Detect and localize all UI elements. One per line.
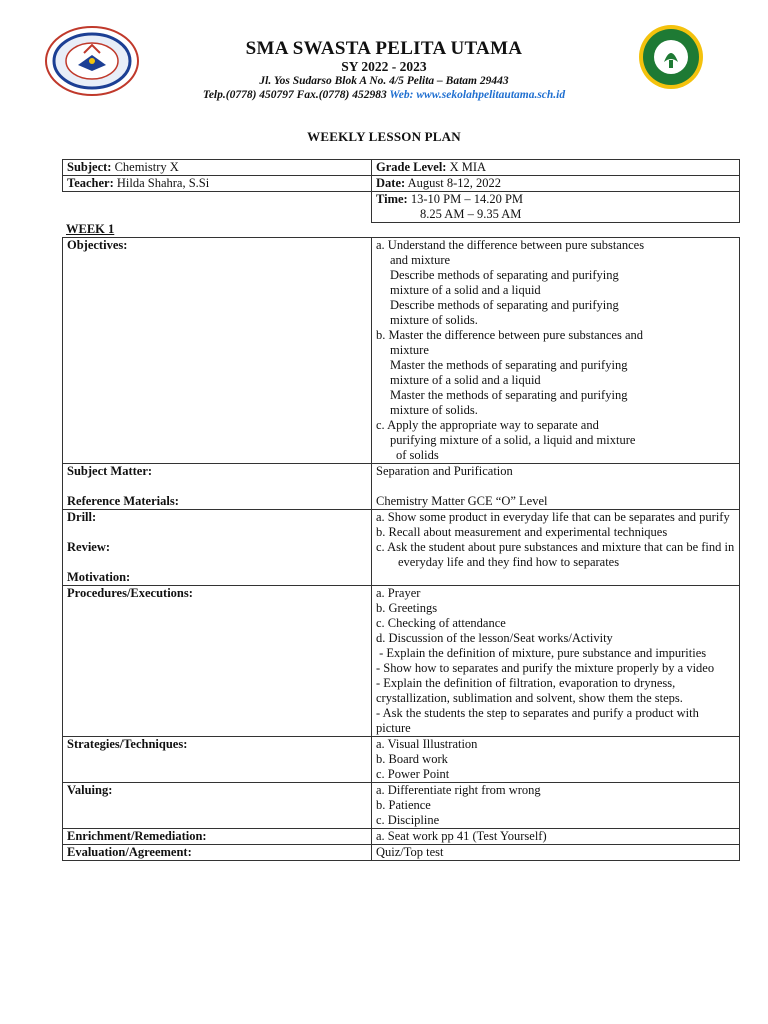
drill-content [372,510,740,586]
strategy-item: a. Visual Illustration [376,737,478,751]
procedure-item: - Explain the definition of filtration, evaporation to dryness, crystallization, sublimation and solvent, show them the steps. [376,676,683,705]
procedure-item: - Ask the students the step to separates and purify a product with picture [376,706,699,735]
procedure-item: - Explain the definition of mixture, pure substance and impurities [376,646,707,660]
document-title: WEEKLY LESSON PLAN [307,129,461,144]
lesson-info-table [62,159,740,223]
school-name: SMA SWASTA PELITA UTAMA [245,38,523,59]
grade-value: X MIA [446,160,487,174]
subject-label: Subject: [67,160,112,174]
drill-labels [63,510,372,586]
valuing-row [63,783,740,829]
drill-row [63,510,740,586]
objective-line: and mixture [390,253,451,267]
evaluation-row [63,845,740,861]
time-cell [372,192,740,223]
enrichment-row [63,829,740,845]
strategies-label: Strategies/Techniques: [63,737,372,783]
week-label: WEEK 1 [66,222,115,236]
procedure-item: - Show how to separates and purify the mixture properly by a video [376,661,715,675]
strategy-item: b. Board work [376,752,448,766]
school-contact [0,89,768,101]
subject-matter-labels [63,464,372,510]
procedure-item: b. Greetings [376,601,438,615]
website-link[interactable]: Web: www.sekolahpelitautama.sch.id [389,89,566,101]
objective-line: Describe methods of separating and purifying [390,268,619,282]
time-value-2: 8.25 AM – 9.35 AM [420,207,522,221]
motivation-label: Motivation: [67,570,131,584]
objective-line: purifying mixture of a solid, a liquid and mixture [390,433,636,447]
enrichment-label: Enrichment/Remediation: [63,829,372,845]
objective-line: mixture of solids. [390,313,478,327]
valuing-item: c. Discipline [376,813,440,827]
reference-materials-label: Reference Materials: [67,494,179,508]
subject-value: Chemistry X [111,160,179,174]
objective-line: mixture of a solid and a liquid [390,373,541,387]
objectives-row [63,238,740,464]
objectives-label: Objectives: [63,238,372,464]
subject-matter-value: Separation and Purification [376,464,513,478]
date-value: August 8-12, 2022 [405,176,501,190]
objective-line: mixture of solids. [390,403,478,417]
grade-cell [372,160,740,176]
objectives-content [372,238,740,464]
evaluation-label: Evaluation/Agreement: [63,845,372,861]
objective-line: Master the methods of separating and purifying [390,358,628,372]
subject-matter-label: Subject Matter: [67,464,153,478]
teacher-cell [63,176,372,192]
valuing-label: Valuing: [63,783,372,829]
procedures-label: Procedures/Executions: [63,586,372,737]
phone-fax: Telp.(0778) 450797 Fax.(0778) 452983 [202,89,390,101]
objective-line: mixture [390,343,429,357]
subject-matter-row [63,464,740,510]
date-label: Date: [376,176,406,190]
empty-cell [63,192,372,223]
teacher-label: Teacher: [67,176,114,190]
valuing-item: b. Patience [376,798,431,812]
objective-line: of solids [396,448,439,462]
valuing-item: a. Differentiate right from wrong [376,783,541,797]
objective-line: b. Master the difference between pure substances and [376,328,644,342]
date-cell [372,176,740,192]
review-item: b. Recall about measurement and experimental techniques [376,525,668,539]
objective-line: a. Understand the difference between pure substances [376,238,645,252]
procedures-row [63,586,740,737]
strategy-item: c. Power Point [376,767,450,781]
objective-line: Describe methods of separating and purifying [390,298,619,312]
subject-matter-content [372,464,740,510]
drill-label: Drill: [67,510,97,524]
objective-line: Master the methods of separating and purifying [390,388,628,402]
procedure-item: a. Prayer [376,586,421,600]
teacher-value: Hilda Shahra, S.Si [113,176,210,190]
review-label: Review: [67,540,111,554]
procedure-item: d. Discussion of the lesson/Seat works/Activity [376,631,613,645]
lesson-plan-table [62,237,740,861]
objective-line: c. Apply the appropriate way to separate and [376,418,599,432]
procedures-content [372,586,740,737]
grade-label: Grade Level: [376,160,447,174]
school-address: Jl. Yos Sudarso Blok A No. 4/5 Pelita – Batam 29443 [259,75,509,87]
time-value-1: 13-10 PM – 14.20 PM [407,192,524,206]
strategies-row [63,737,740,783]
reference-materials-value: Chemistry Matter GCE “O” Level [376,494,548,508]
motivation-item: c. Ask the student about pure substances and mixture that can be find in everyday life and they find how to separates [376,540,735,569]
strategies-content [372,737,740,783]
school-year: SY 2022 - 2023 [341,59,427,74]
evaluation-value: Quiz/Top test [372,845,740,861]
enrichment-value: a. Seat work pp 41 (Test Yourself) [372,829,740,845]
time-label: Time: [376,192,408,206]
drill-item: a. Show some product in everyday life that can be separates and purify [376,510,730,524]
procedure-item: c. Checking of attendance [376,616,506,630]
valuing-content [372,783,740,829]
objective-line: mixture of a solid and a liquid [390,283,541,297]
subject-cell [63,160,372,176]
